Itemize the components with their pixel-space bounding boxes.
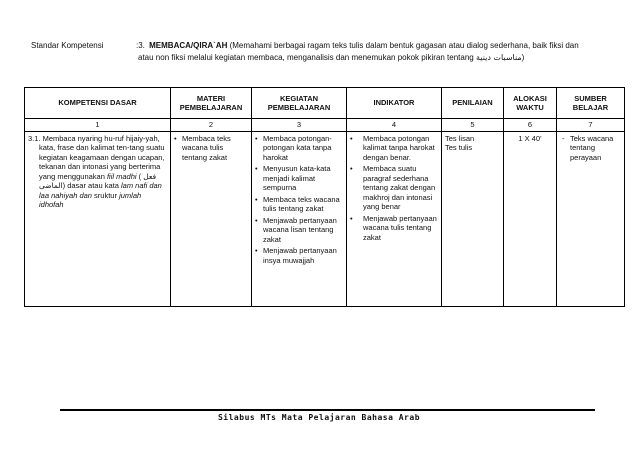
header-kegiatan: KEGIATAN PEMBELAJARAN (252, 88, 347, 119)
penilaian-item: Tes tulis (445, 143, 473, 152)
sumber-cell (557, 131, 625, 306)
list-item: • Membaca teks wacana tulis tentang zakat (255, 195, 343, 214)
standar-kompetensi-line2: atau non fiksi melalui kegiatan membaca, menganalisis dan menemukan pokok pikiran tentang (138, 53, 476, 62)
list-item: • Menyusun kata-kata menjadi kalimat sempurna (255, 164, 343, 193)
kegiatan-cell (252, 131, 347, 306)
header-materi: MATERI PEMBELAJARAN (171, 88, 252, 119)
list-item: • Membaca potongan-potongan kata tanpa harokat (255, 134, 343, 163)
materi-list (174, 134, 248, 163)
list-item: • Membaca suatu paragraf sederhana tentang zakat dengan makhroj dan intonasi yang benar (350, 164, 438, 212)
kompetensi-dasar-cell (25, 131, 171, 306)
standar-kompetensi-number: :3. (136, 41, 145, 50)
kd-jumlah-idhofah: jumlah idhofah (39, 190, 142, 209)
column-number-row (25, 119, 625, 132)
standar-kompetensi-title: MEMBACA/QIRA`AH (149, 41, 228, 50)
silabus-table (24, 87, 625, 307)
kd-lam-nafi: lam nafi dan laa nahiyah dan (39, 181, 162, 200)
column-number: 2 (171, 119, 252, 132)
header-kompetensi-dasar: KOMPETENSI DASAR (25, 88, 171, 119)
list-item: • Menjawab pertanyaan wacana tulis tentang zakat (350, 214, 438, 243)
alokasi-cell (504, 131, 557, 306)
list-item: • Menjawab pertanyaan wacana lisan tentang zakat (255, 216, 343, 245)
kd-arabic: فعل الماضى (39, 171, 157, 190)
column-number: 6 (504, 119, 557, 132)
column-number: 1 (25, 119, 171, 132)
kd-text-part2: ) dasar atau kata (62, 181, 121, 190)
kd-text-part1: 3.1. Membaca nyaring hu-ruf hijaiy-yah, kata, frase dan kalimat ten-tang suatu kegiatan keagamaan dengan ucapan, tekanan dan intonasi yang berterima yang menggunakan (28, 133, 165, 181)
standar-kompetensi-close: ) (521, 53, 525, 62)
footer-divider (60, 409, 595, 411)
kd-text-part3: sruktur (91, 190, 120, 200)
header-sumber: SUMBER BELAJAR (557, 88, 625, 119)
indikator-cell (347, 131, 442, 306)
standar-kompetensi-line1: (Memahami berbagai ragam teks tulis dalam bentuk gagasan atau dialog sederhana, baik fiksi dan (227, 41, 579, 50)
standar-kompetensi-text (138, 40, 621, 64)
materi-cell (171, 131, 252, 306)
kd-paren: ( (136, 171, 144, 181)
penilaian-item: Tes lisan (445, 133, 475, 143)
column-number: 4 (347, 119, 442, 132)
alokasi-waktu: 1 X 40’ (518, 133, 542, 143)
table-header-row (25, 88, 625, 119)
column-number: 5 (442, 119, 504, 132)
kompetensi-dasar-text (28, 134, 167, 210)
kd-fiil-madhi: fiil madhi (106, 171, 137, 181)
indikator-list (350, 134, 438, 243)
standar-kompetensi-arabic: مناسبات دينية (475, 53, 522, 62)
column-number: 3 (252, 119, 347, 132)
kegiatan-list (255, 134, 343, 266)
table-row (25, 131, 625, 306)
list-item: • Menjawab pertanyaan insya muwajjah (255, 246, 343, 265)
header-alokasi: ALOKASI WAKTU (504, 88, 557, 119)
header-penilaian: PENILAIAN (442, 88, 504, 119)
penilaian-cell (442, 131, 504, 306)
standar-kompetensi-label: Standar Kompetensi (31, 41, 104, 50)
header-indikator: INDIKATOR (347, 88, 442, 119)
page-footer: Silabus MTs Mata Pelajaran Bahasa Arab (217, 413, 421, 422)
list-item: - Teks wacana tentang perayaan (560, 134, 621, 163)
column-number: 7 (557, 119, 625, 132)
list-item: • Membaca teks wacana tulis tentang zakat (174, 134, 248, 163)
list-item: • Membaca potongan kalimat tanpa harokat dengan benar. (350, 134, 438, 163)
sumber-list (560, 134, 621, 163)
